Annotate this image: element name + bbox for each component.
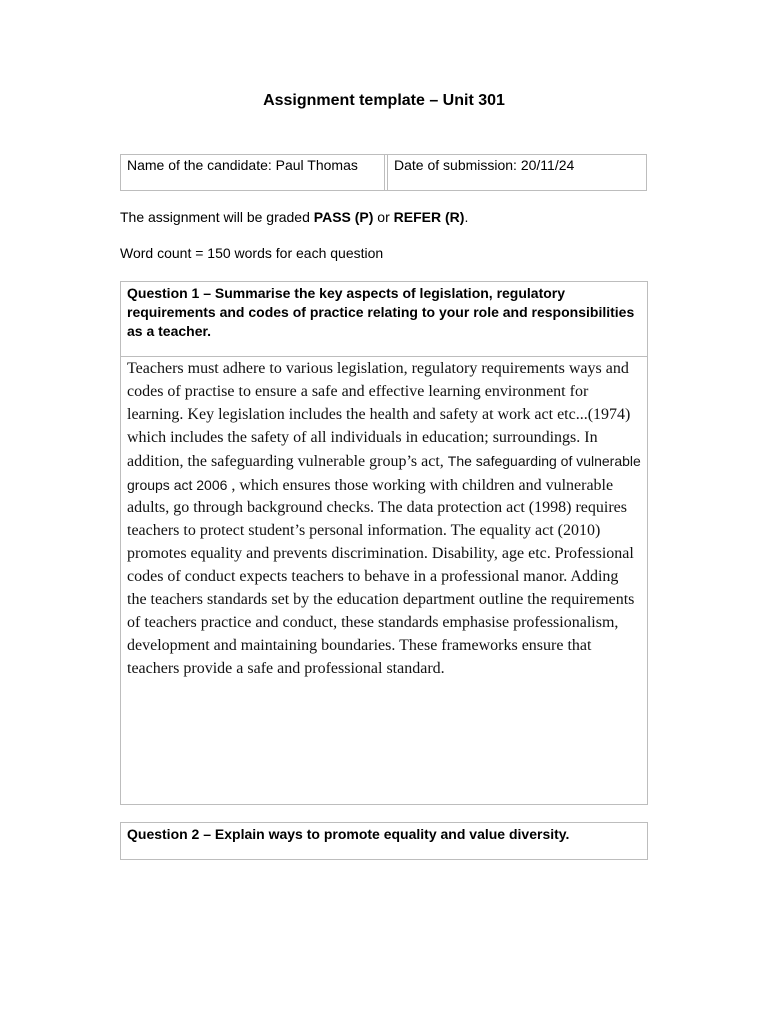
answer-text-part2: , which ensures those working with children and vulnerable adults, go through background checks. The data protection act (1998) requires teachers to protect student’s personal information. The equality act (2010) promotes equality and prevents discrimination. Disability, age etc. Professional codes of conduct expects teachers to behave in a professional manor. Adding the teachers standards set by the education department outline the requirements of teachers practice and conduct, these standards emphasise professionalism, development and maintaining boundaries. These frameworks ensure that teachers provide a safe and professional standard. [127, 476, 635, 677]
question-2-box [120, 822, 648, 860]
question-1-answer[interactable] [121, 357, 647, 682]
grade-refer: REFER (R) [393, 209, 465, 225]
candidate-info-table [120, 154, 647, 191]
grading-middle: or [373, 209, 394, 225]
answer-text-part1: Teachers must adhere to various legislation, regulatory requirements ways and codes of practise to ensure a safe and effective learning environment for learning. Key legislation includes the health and safety at work act etc...(1974) which includes the safety of all individuals in education; surroundings. In addition, the safeguarding vulnerable group’s act, [127, 360, 631, 470]
word-count: Word count = 150 words for each question [120, 245, 384, 261]
answer-inline-act-name: The safeguarding of vulnerable groups act 2006 [127, 452, 641, 493]
candidate-name: Name of the candidate: Paul Thomas [121, 155, 385, 190]
question-1-box [120, 281, 648, 805]
question-1-heading: Question 1 – Summarise the key aspects of legislation, regulatory requirements and codes of practice relating to your role and responsibilities as a teacher. [121, 282, 647, 357]
grading-prefix: The assignment will be graded [120, 209, 314, 225]
submission-date: Date of submission: 20/11/24 [387, 155, 646, 190]
grading-statement [120, 209, 468, 225]
grade-pass: PASS (P) [313, 209, 374, 225]
document-title: Assignment template – Unit 301 [263, 92, 505, 109]
grading-suffix: . [464, 209, 469, 225]
question-2-heading: Question 2 – Explain ways to promote equality and value diversity. [127, 826, 570, 842]
